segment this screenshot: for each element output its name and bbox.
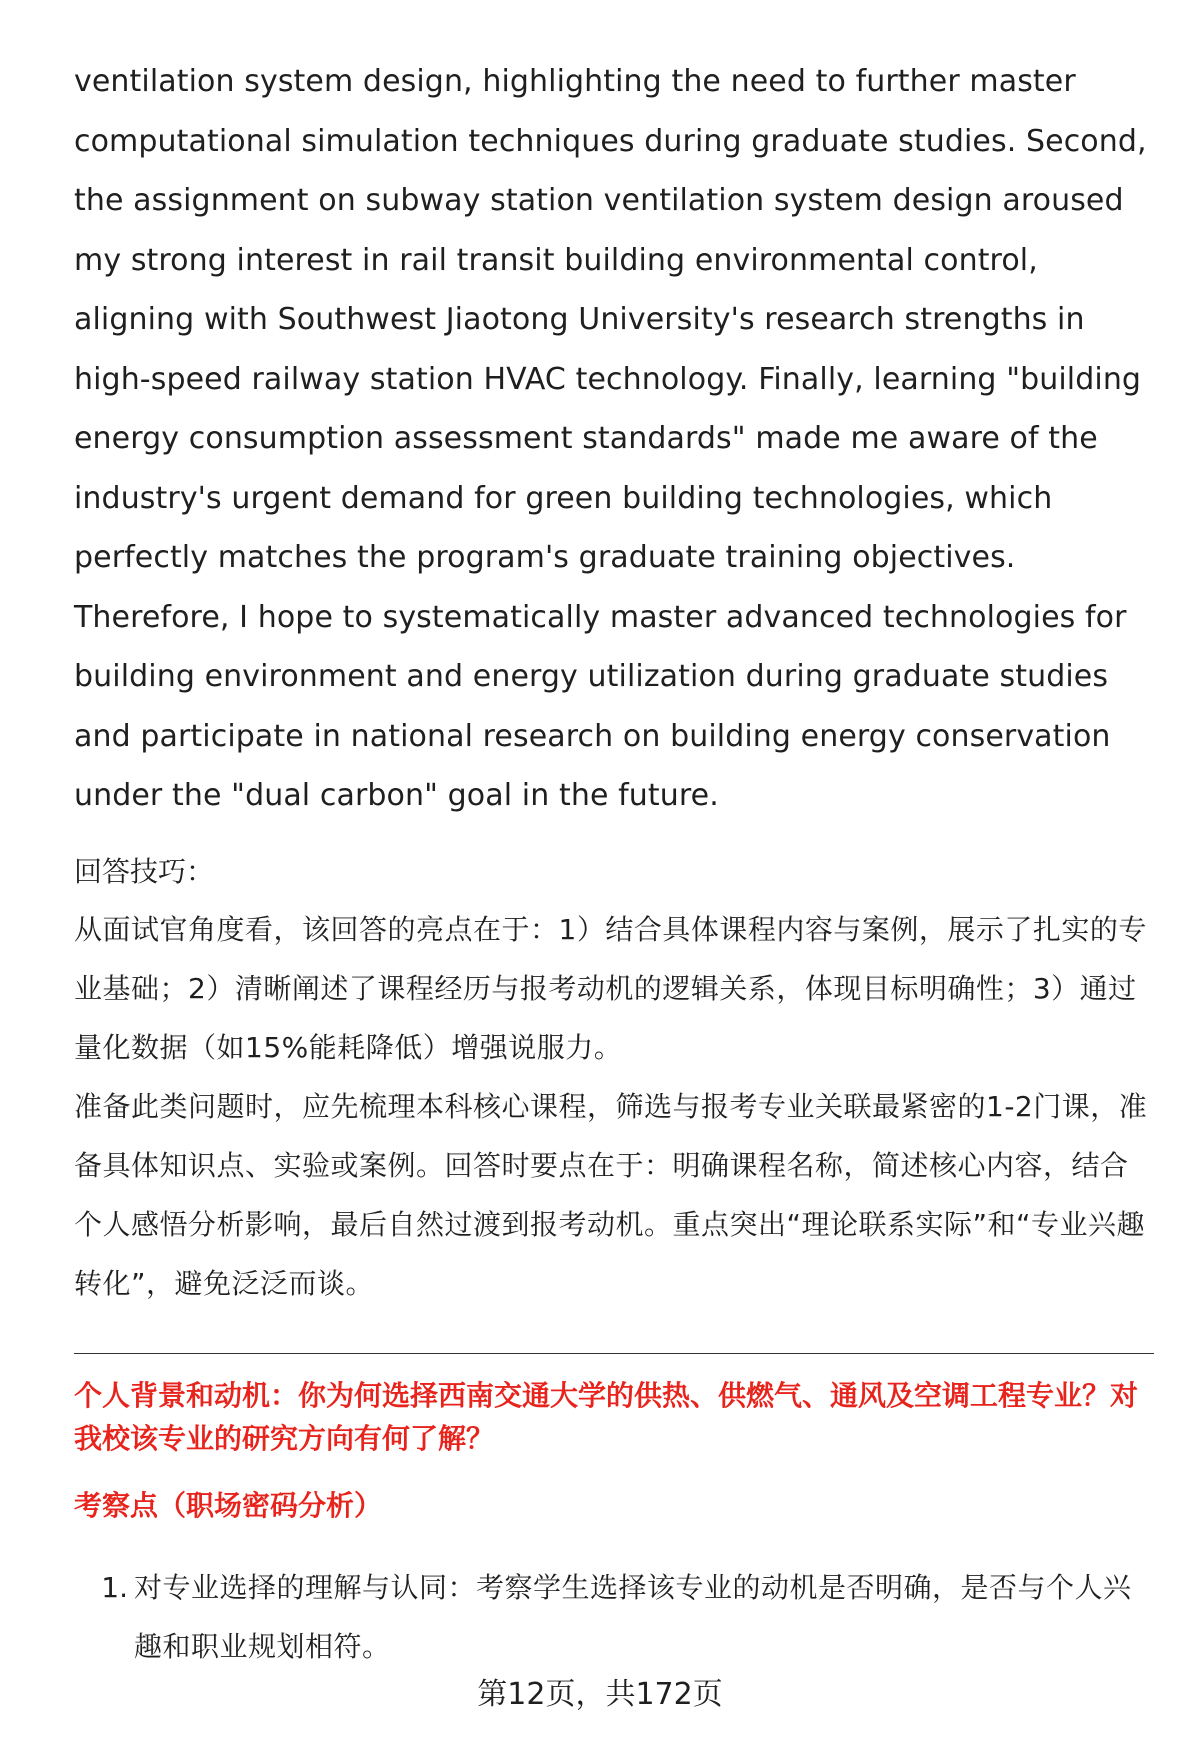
- page-content: [74, 52, 1154, 1676]
- list-item: [74, 1558, 1154, 1676]
- section-divider: [74, 1353, 1154, 1354]
- assessment-points-heading: 考察点（职场密码分析）: [74, 1488, 383, 1522]
- list-item-number: 1.: [101, 1570, 128, 1604]
- page-number-footer: 第12页，共172页: [477, 1677, 723, 1712]
- answer-tips-paragraph-1: 从面试官角度看，该回答的亮点在于：1）结合具体课程内容与案例，展示了扎实的专业基础；2）清晰阐述了课程经历与报考动机的逻辑关系，体现目标明确性；3）通过量化数据（如15%能耗降低）增强说服力。: [74, 912, 1147, 1064]
- assessment-points-list: [74, 1558, 1154, 1676]
- answer-tips-paragraph-2: 准备此类问题时，应先梳理本科核心课程，筛选与报考专业关联最紧密的1-2门课，准备具体知识点、实验或案例。回答时要点在于：明确课程名称，简述核心内容，结合个人感悟分析影响，最后自然过渡到报考动机。重点突出“理论联系实际”和“专业兴趣转化”，避免泛泛而谈。: [74, 1089, 1148, 1300]
- list-item-text: 对专业选择的理解与认同：考察学生选择该专业的动机是否明确，是否与个人兴趣和职业规划相符。: [134, 1570, 1132, 1663]
- question-heading: 个人背景和动机：你为何选择西南交通大学的供热、供燃气、通风及空调工程专业？对我校该专业的研究方向有何了解？: [74, 1378, 1139, 1455]
- english-answer-paragraph: ventilation system design, highlighting the need to further master computational simulation techniques during graduate studies. Second, the assignment on subway station ventilation system design aroused my strong interest in rail transit building environmental control, aligning with Southwest Jiaotong University's research strengths in high-speed railway station HVAC technology. Finally, learning "building energy consumption assessment standards" made me aware of the industry's urgent demand for green building technologies, which perfectly matches the program's graduate training objectives. Therefore, I hope to systematically master advanced technologies for building environment and energy utilization during graduate studies and participate in national research on building energy conservation under the "dual carbon" goal in the future.: [74, 64, 1147, 813]
- answer-tips-title: 回答技巧：: [74, 854, 215, 888]
